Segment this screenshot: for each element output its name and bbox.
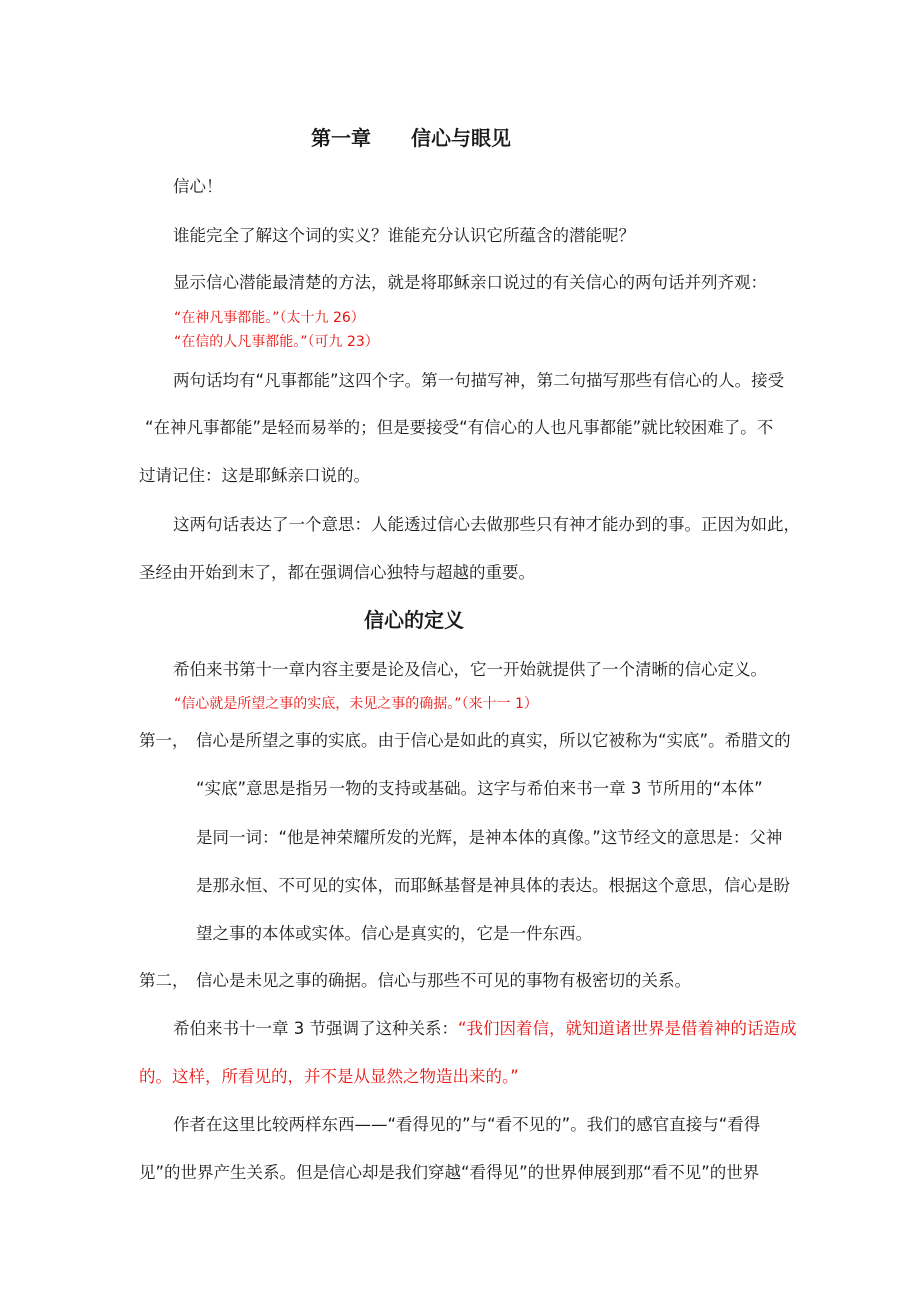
second-point-label: 第二， bbox=[139, 971, 189, 990]
scripture-quote-matthew: “在神凡事都能。”（太十九 26） bbox=[174, 310, 365, 326]
section-title: 信心的定义 bbox=[364, 608, 464, 632]
intro-line: 显示信心潜能最清楚的方法，就是将耶稣亲口说过的有关信心的两句话并列齐观： bbox=[173, 273, 767, 292]
paragraph-line: 希伯来书第十一章内容主要是论及信心，它一开始就提供了一个清晰的信心定义。 bbox=[173, 660, 767, 679]
second-point-line: 信心是未见之事的确据。信心与那些不可见的事物有极密切的关系。 bbox=[196, 971, 691, 990]
first-point-line: 是那永恒、不可见的实体，而耶稣基督是神具体的表达。根据这个意思，信心是盼 bbox=[196, 876, 790, 895]
paragraph-line: “在神凡事都能”是轻而易举的；但是要接受“有信心的人也凡事都能”就比较困难了。不 bbox=[145, 418, 774, 437]
scripture-quote-inline: 的。这样，所看见的，并不是从显然之物造出来的。” bbox=[139, 1067, 519, 1086]
first-point-line: 望之事的本体或实体。信心是真实的，它是一件东西。 bbox=[196, 924, 592, 943]
first-point-line: “实底”意思是指另一物的支持或基础。这字与希伯来书一章 3 节所用的“本体” bbox=[196, 779, 763, 798]
scripture-quote-mark: “在信的人凡事都能。”（可九 23） bbox=[174, 334, 379, 350]
scripture-quote-inline: “我们因着信，就知道诸世界是借着神的话造成 bbox=[458, 1019, 797, 1038]
chapter-title: 第一章 信心与眼见 bbox=[311, 126, 511, 150]
exclamation-line: 信心！ bbox=[173, 177, 223, 196]
paragraph-line: 这两句话表达了一个意思：人能透过信心去做那些只有神才能办到的事。正因为如此， bbox=[173, 515, 800, 534]
first-point-line: 信心是所望之事的实底。由于信心是如此的真实，所以它被称为“实底”。希腊文的 bbox=[196, 731, 791, 750]
paragraph-line: 两句话均有“凡事都能”这四个字。第一句描写神，第二句描写那些有信心的人。接受 bbox=[173, 371, 785, 390]
paragraph-line: 见”的世界产生关系。但是信心却是我们穿越“看得见”的世界伸展到那“看不见”的世界 bbox=[139, 1163, 760, 1182]
paragraph-line-mixed bbox=[173, 1018, 797, 1040]
paragraph-line: 作者在这里比较两样东西——“看得见的”与“看不见的”。我们的感官直接与“看得 bbox=[173, 1115, 761, 1134]
scripture-quote-hebrews: “信心就是所望之事的实底，未见之事的确据。”（来十一 1） bbox=[174, 696, 538, 712]
paragraph-text: 希伯来书十一章 3 节强调了这种关系： bbox=[173, 1019, 458, 1038]
first-point-line: 是同一词：“他是神荣耀所发的光辉，是神本体的真像。”这节经文的意思是：父神 bbox=[196, 828, 783, 847]
paragraph-line: 圣经由开始到末了，都在强调信心独特与超越的重要。 bbox=[139, 563, 535, 582]
first-point-label: 第一， bbox=[139, 731, 189, 750]
paragraph-line: 过请记住：这是耶稣亲口说的。 bbox=[139, 466, 370, 485]
question-line: 谁能完全了解这个词的实义？谁能充分认识它所蕴含的潜能呢？ bbox=[173, 226, 635, 245]
